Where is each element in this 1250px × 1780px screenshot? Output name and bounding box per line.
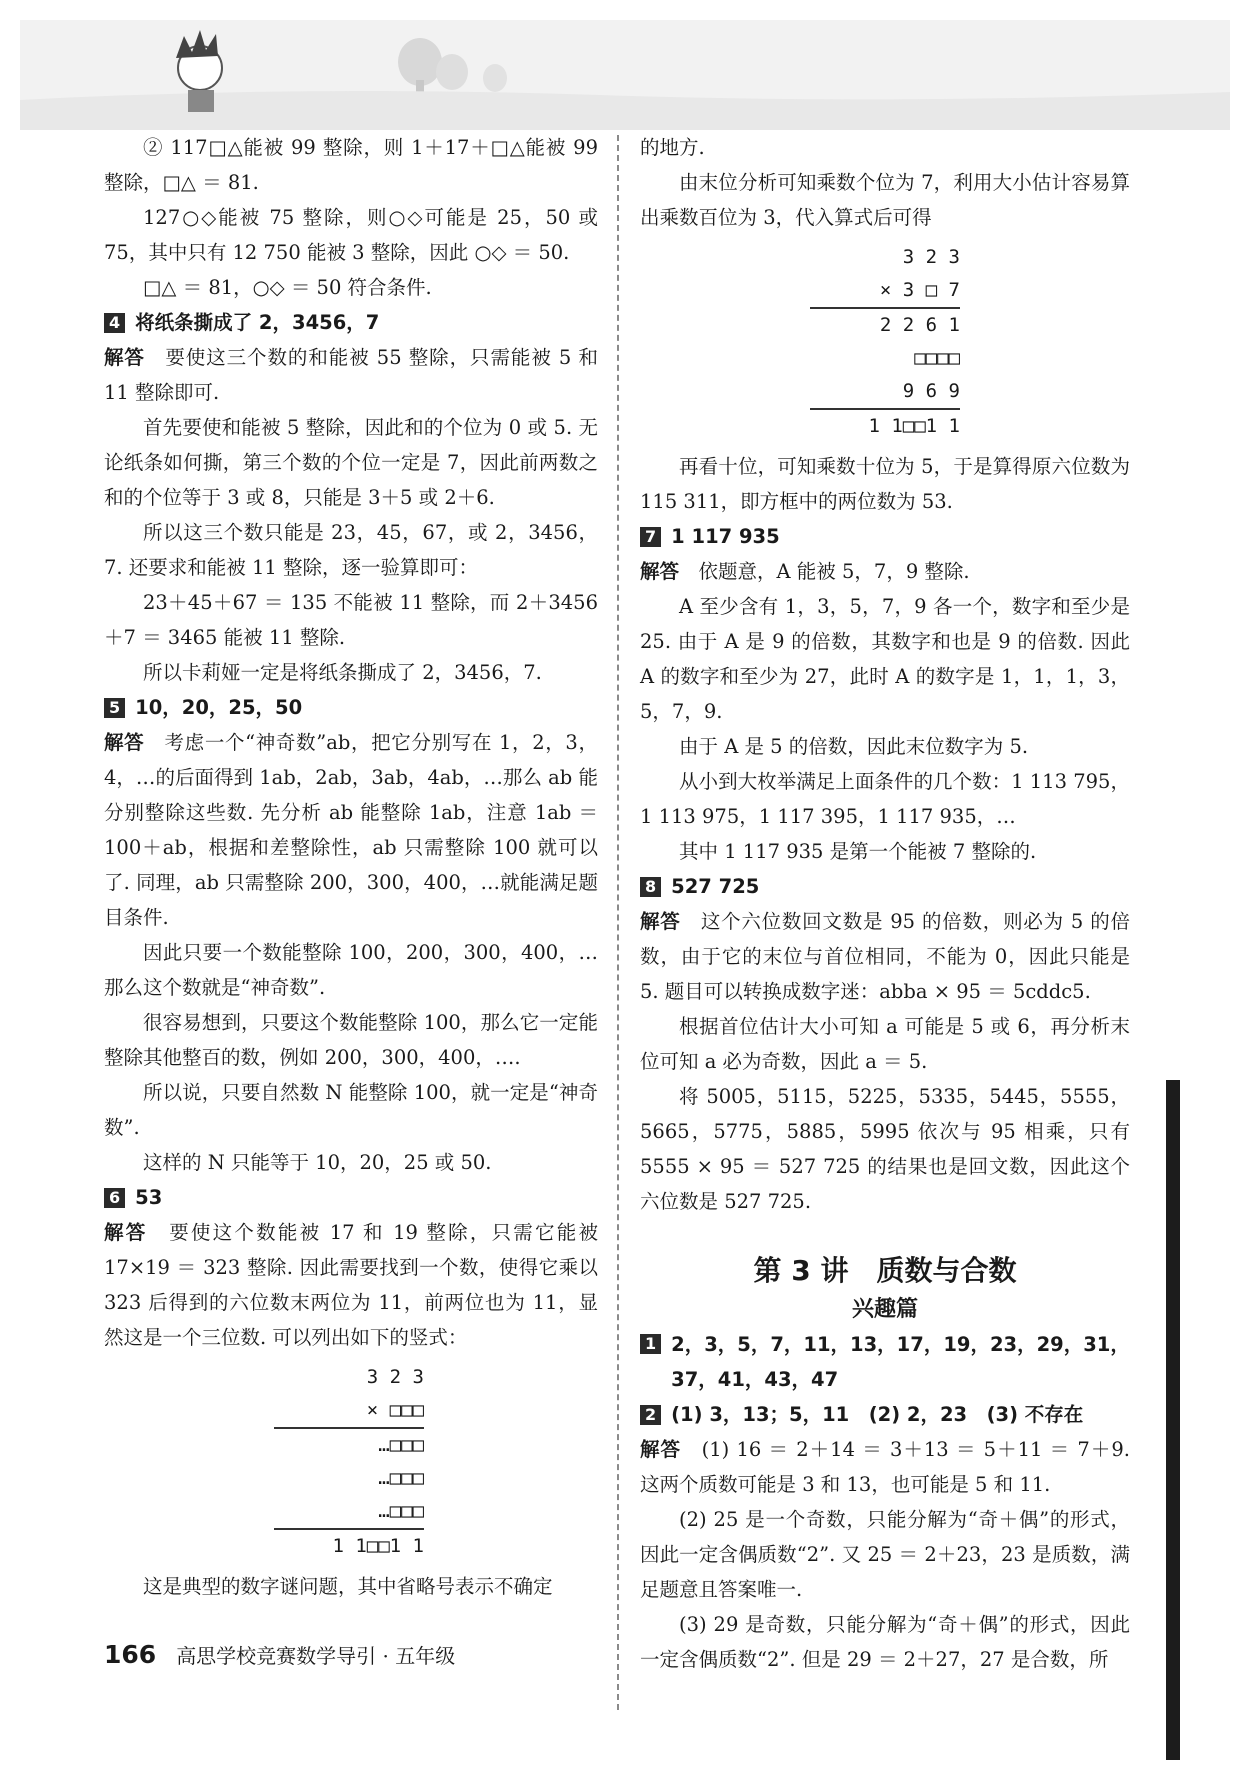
question-number: 5 [104, 698, 125, 718]
header-decoration [0, 0, 1250, 130]
paragraph: 很容易想到，只要这个数能整除 100，那么它一定能整除其他整百的数，例如 200，300，400，…. [104, 1011, 598, 1069]
solution [640, 554, 1130, 589]
calc-row: …□□□ [378, 1500, 424, 1522]
paragraph: 由于 A 是 5 的倍数，因此末位数字为 5. [679, 735, 1029, 758]
paragraph: 其中 1 117 935 是第一个能被 7 整除的. [679, 840, 1037, 863]
solution-text: 考虑一个“神奇数”ab，把它分别写在 1，2，3，4，…的后面得到 1ab，2ab，3ab，4ab，…那么 ab 能分别整除这些数. 先分析 ab 能整除 1ab，注意 1ab ＝ 100＋ab，根据和差整除性，ab 只需整除 100 就可以了. 同理，ab 只需整除 200，300，400，…就能满足题目条件. [104, 731, 598, 929]
paragraph: 这样的 N 只能等于 10，20，25 或 50. [143, 1151, 492, 1174]
paragraph: A 至少含有 1，3，5，7，9 各一个，数字和至少是 25. 由于 A 是 9 的倍数，其数字和也是 9 的倍数. 因此 A 的数字和至少为 27，此时 A 的数字是 1，1，1，3，5，7，9. [640, 595, 1130, 723]
problem-2-header [640, 1397, 1130, 1432]
question-answer: 53 [135, 1186, 163, 1209]
calc-row: × □□□ [366, 1399, 424, 1421]
solution-text: 依题意，A 能被 5，7，9 整除. [698, 560, 970, 583]
section-title: 第 3 讲 质数与合数 [753, 1254, 1017, 1287]
question-4-header [104, 305, 598, 340]
calc-row: 3 2 3 [902, 246, 960, 268]
paragraph: □△ ＝ 81，○◇ ＝ 50 符合条件. [143, 276, 432, 299]
calc-row: × 3 □ 7 [879, 279, 960, 301]
question-number: 8 [640, 877, 661, 897]
problem-1-header [640, 1327, 1130, 1397]
paragraph: (2) 25 是一个奇数，只能分解为“奇＋偶”的形式，因此一定含偶质数“2”. 又 25 ＝ 2＋23，23 是质数，满足题意且答案唯一. [640, 1508, 1130, 1601]
question-number: 7 [640, 527, 661, 547]
solution-text: 要使这个数能被 17 和 19 整除，只需它能被 17×19 ＝ 323 整除. 因此需要找到一个数，使得它乘以 323 后得到的六位数末两位为 11，前两位也为 11，显然这是一个三位数. 可以列出如下的竖式： [104, 1221, 598, 1349]
paragraph: 再看十位，可知乘数十位为 5，于是算得原六位数为 115 311，即方框中的两位数为 53. [640, 455, 1130, 513]
solution-text: 这个六位数回文数是 95 的倍数，则必为 5 的倍数，由于它的末位与首位相同，不能为 0，因此只能是 5. 题目可以转换成数字迷：abba × 95 ＝ 5cddc5. [640, 910, 1130, 1003]
page-number: 166 [104, 1640, 157, 1669]
solution-label: 解答 [640, 1438, 682, 1461]
edge-bar [1166, 1080, 1180, 1760]
right-column [640, 130, 1130, 1677]
paragraph: 首先要使和能被 5 整除，因此和的个位为 0 或 5. 无论纸条如何撕，第三个数的个位一定是 7，因此前两数之和的个位等于 3 或 8，只能是 3＋5 或 2＋6. [104, 416, 598, 509]
solution-label: 解答 [104, 346, 145, 369]
vertical-multiplication [274, 1361, 424, 1563]
question-number: 6 [104, 1188, 125, 1208]
paragraph: 将 5005，5115，5225，5335，5445，5555，5665，5775，5885，5995 依次与 95 相乘，只有 5555 × 95 ＝ 527 725 的结果也是回文数，因此这个六位数是 527 725. [640, 1085, 1130, 1213]
question-6-header [104, 1180, 598, 1215]
paragraph: 这是典型的数字谜问题，其中省略号表示不确定 [143, 1575, 553, 1598]
calc-row: …□□□ [378, 1467, 424, 1489]
calc-row: 3 2 3 [366, 1366, 424, 1388]
paragraph: 所以卡莉娅一定是将纸条撕成了 2，3456，7. [143, 661, 542, 684]
question-answer: 10，20，25，50 [135, 696, 303, 719]
paragraph: ② 117□△能被 99 整除，则 1＋17＋□△能被 99 整除，□△ ＝ 81. [104, 136, 598, 194]
solution-label: 解答 [104, 731, 145, 754]
question-answer: 1 117 935 [671, 525, 780, 548]
page-footer [104, 1640, 455, 1669]
solution-label: 解答 [640, 560, 680, 583]
question-number: 4 [104, 313, 125, 333]
left-column [104, 130, 598, 1604]
paragraph: (3) 29 是奇数，只能分解为“奇＋偶”的形式，因此一定含偶质数“2”. 但是 29 ＝ 2＋27，27 是合数，所 [640, 1613, 1130, 1671]
book-title: 高思学校竞赛数学导引 · 五年级 [176, 1644, 456, 1668]
calc-row: 9 6 9 [902, 380, 960, 402]
calc-row: 1 1□□1 1 [274, 1528, 424, 1563]
paragraph: 从小到大枚举满足上面条件的几个数：1 113 795，1 113 975，1 117 395，1 117 935，… [640, 770, 1130, 828]
calc-row: 1 1□□1 1 [810, 408, 960, 443]
question-answer: (1) 3，13；5，11 (2) 2，23 (3) 不存在 [671, 1403, 1084, 1426]
paragraph: 由末位分析可知乘数个位为 7，利用大小估计容易算出乘数百位为 3，代入算式后可得 [640, 171, 1130, 229]
column-divider [617, 135, 619, 1710]
solution-text: (1) 16 ＝ 2＋14 ＝ 3＋13 ＝ 5＋11 ＝ 7＋9. 这两个质数可能是 3 和 13，也可能是 5 和 11. [640, 1438, 1130, 1496]
question-answer: 527 725 [671, 875, 760, 898]
solution [640, 1432, 1130, 1502]
solution [640, 904, 1130, 1009]
question-8-header [640, 869, 1130, 904]
solution-label: 解答 [640, 910, 681, 933]
question-7-header [640, 519, 1130, 554]
paragraph: 根据首位估计大小可知 a 可能是 5 或 6，再分析末位可知 a 必为奇数，因此 a ＝ 5. [640, 1015, 1130, 1073]
solution [104, 1215, 598, 1355]
solution [104, 725, 598, 935]
paragraph: 23＋45＋67 ＝ 135 不能被 11 整除，而 2＋3456＋7 ＝ 3465 能被 11 整除. [104, 591, 598, 649]
question-5-header [104, 690, 598, 725]
solution-text: 要使这三个数的和能被 55 整除，只需能被 5 和 11 整除即可. [104, 346, 598, 404]
question-answer: 将纸条撕成了 2，3456，7 [135, 311, 380, 334]
question-number: 1 [640, 1334, 661, 1354]
paragraph: 127○◇能被 75 整除，则○◇可能是 25，50 或 75，其中只有 12 750 能被 3 整除，因此 ○◇ ＝ 50. [104, 206, 598, 264]
paragraph: 因此只要一个数能整除 100，200，300，400，…那么这个数就是“神奇数”. [104, 941, 598, 999]
solution-label: 解答 [104, 1221, 148, 1244]
solution [104, 340, 598, 410]
paragraph: 的地方. [640, 136, 705, 159]
paragraph: 所以这三个数只能是 23，45，67，或 2，3456，7. 还要求和能被 11 整除，逐一验算即可： [104, 521, 598, 579]
paragraph: 所以说，只要自然数 N 能整除 100，就一定是“神奇数”. [104, 1081, 598, 1139]
calc-row: …□□□ [274, 1427, 424, 1462]
question-number: 2 [640, 1405, 661, 1425]
vertical-multiplication [810, 241, 960, 443]
calc-row: □□□□ [914, 347, 960, 369]
calc-row: 2 2 6 1 [810, 307, 960, 342]
question-answer: 2，3，5，7，11，13，17，19，23，29，31，37，41，43，47 [671, 1333, 1130, 1391]
section-subtitle: 兴趣篇 [851, 1297, 918, 1322]
